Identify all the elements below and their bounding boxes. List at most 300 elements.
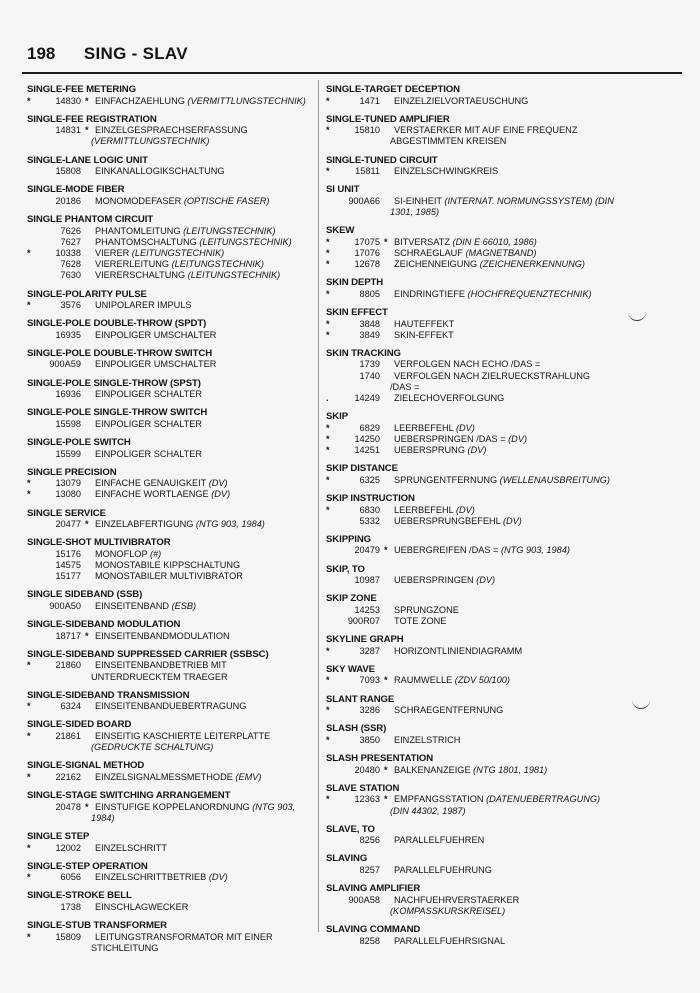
entry-number: 8258 <box>359 935 380 946</box>
entry-number: 8256 <box>359 835 380 846</box>
translation-line <box>326 330 626 341</box>
translation <box>394 371 626 382</box>
translation-text: EINFACHZAEHLUNG <box>95 95 185 106</box>
entry-number: 18717 <box>55 630 81 641</box>
dictionary-entry <box>27 114 315 148</box>
dictionary-entry <box>27 348 315 371</box>
translation <box>95 872 315 883</box>
dictionary-entry <box>326 593 626 627</box>
dictionary-entry <box>27 619 315 642</box>
translation-text: EINSEITIG KASCHIERTE LEITERPLATTE <box>95 730 271 741</box>
translation-text: HAUTEFFEKT <box>394 318 455 329</box>
entry-number: 900A58 <box>348 894 380 905</box>
new-entry-marker: * <box>384 675 388 686</box>
translation-text: LEERBEFEHL <box>394 504 454 515</box>
entry-term: SINGLE-STAGE SWITCHING ARRANGEMENT <box>27 790 231 802</box>
translation <box>394 237 626 248</box>
dictionary-entry <box>326 783 626 817</box>
translation-line <box>27 248 315 259</box>
new-entry-marker <box>85 932 95 943</box>
translation-line <box>326 765 626 776</box>
translation-line <box>27 359 315 370</box>
translation-line <box>27 125 315 136</box>
entry-number: 20480 <box>354 764 380 775</box>
status-marker: * <box>27 771 31 782</box>
translation-line <box>27 96 315 107</box>
subject-field-note: (ZEICHENERKENNUNG) <box>479 259 585 270</box>
dictionary-entry <box>326 155 626 178</box>
new-entry-marker <box>384 259 394 270</box>
translation-text: ZIELECHOVERFOLGUNG <box>394 393 505 404</box>
entry-number: 900R07 <box>347 616 380 627</box>
new-entry-marker <box>384 516 394 527</box>
dictionary-entry <box>326 753 626 776</box>
dictionary-entry <box>27 719 315 753</box>
entry-term: SLAVING AMPLIFIER <box>326 883 421 895</box>
translation <box>95 932 315 943</box>
translation-line <box>326 735 626 746</box>
new-entry-marker <box>85 226 95 237</box>
entry-term: SINGLE STEP <box>27 831 90 842</box>
translation-text: UEBERGREIFEN /DAS = <box>394 545 499 556</box>
dictionary-entry <box>27 760 315 783</box>
subject-field-note: (DV) <box>502 515 522 526</box>
translation-line <box>326 359 626 370</box>
translation-text: EINDRINGTIEFE <box>394 288 465 299</box>
status-marker: * <box>326 95 330 106</box>
translation-line <box>326 248 626 259</box>
translation-continuation: (GEDRUCKTE SCHALTUNG) <box>91 742 214 753</box>
entry-term: SINGLE-SIDED BOARD <box>27 719 132 731</box>
new-entry-marker: * <box>384 764 388 775</box>
entry-term: SKIN EFFECT <box>326 307 388 319</box>
entry-number: 14251 <box>354 445 380 456</box>
entry-term: SKIN TRACKING <box>326 347 401 359</box>
entry-number: 7630 <box>60 270 81 281</box>
status-marker <box>27 549 39 560</box>
entry-number: 15177 <box>55 571 81 582</box>
status-marker: * <box>326 474 330 485</box>
subject-field-note: (DV) <box>208 478 228 489</box>
subject-field-note: (#) <box>149 548 162 559</box>
translation-text: VERSTAERKER MIT AUF EINE FREQUENZ <box>394 125 578 136</box>
new-entry-marker <box>384 445 394 456</box>
translation-line <box>27 449 315 460</box>
translation-text: RAUMWELLE <box>394 675 453 686</box>
subject-field-note: (DV) <box>467 445 487 456</box>
translation-text: UEBERSPRUNG <box>394 445 465 456</box>
translation <box>95 660 315 671</box>
translation-line <box>326 434 626 445</box>
translation <box>95 259 315 270</box>
translation-text: BALKENANZEIGE <box>394 764 471 775</box>
margin-mark <box>628 312 646 321</box>
entry-term: SINGLE SERVICE <box>27 507 106 519</box>
translation-line <box>27 226 315 237</box>
translation <box>95 489 315 500</box>
status-marker <box>27 519 39 530</box>
subject-field-note: (OPTISCHE FASER) <box>183 195 270 206</box>
entry-number: 21860 <box>55 660 81 671</box>
translation-text: SPRUNGZONE <box>394 604 459 615</box>
translation-line <box>27 631 315 642</box>
status-marker: * <box>27 660 31 671</box>
entry-number: 12002 <box>55 842 81 853</box>
dictionary-entry <box>326 723 626 746</box>
translation <box>394 393 626 404</box>
translation <box>394 646 626 657</box>
entry-number: 6325 <box>359 474 380 485</box>
entry-number: 15599 <box>55 448 81 459</box>
translation-line <box>326 166 626 177</box>
translation-line <box>27 519 315 530</box>
translation-text: VERFOLGEN NACH ECHO /DAS = <box>394 359 541 370</box>
entry-number: 7628 <box>60 259 81 270</box>
translation-text: VERFOLGEN NACH ZIELRUECKSTRAHLUNG <box>394 370 591 381</box>
translation <box>394 705 626 716</box>
entry-term: SKIP ZONE <box>326 593 377 605</box>
dictionary-entry <box>326 84 626 107</box>
new-entry-marker <box>85 237 95 248</box>
entry-term: SKIN DEPTH <box>326 277 384 289</box>
translation <box>95 226 315 237</box>
entry-term: SLAVE STATION <box>326 782 400 794</box>
status-marker: * <box>27 931 31 942</box>
right-column <box>326 84 626 954</box>
status-marker <box>326 516 338 527</box>
translation <box>95 802 315 813</box>
translation-line <box>27 601 315 612</box>
entry-number: 21861 <box>55 730 81 741</box>
status-marker: * <box>326 236 330 247</box>
translation <box>394 475 626 486</box>
entry-number: 900A66 <box>348 195 380 206</box>
translation-line <box>27 196 315 207</box>
entry-term: SKIP INSTRUCTION <box>326 493 415 505</box>
entry-term: SINGLE-STEP OPERATION <box>27 860 148 872</box>
dictionary-entry <box>326 564 626 587</box>
translation <box>394 675 626 686</box>
translation <box>95 248 315 259</box>
entry-term: SINGLE-POLARITY PULSE <box>27 288 147 300</box>
dictionary-entry <box>27 467 315 501</box>
translation <box>95 300 315 311</box>
status-marker <box>27 571 39 582</box>
translation-line <box>27 802 315 813</box>
entry-term: SKEW <box>326 225 355 237</box>
entry-term: SINGLE SIDEBAND (SSB) <box>27 589 143 601</box>
new-entry-marker <box>384 575 394 586</box>
translation <box>394 330 626 341</box>
translation-line <box>326 505 626 516</box>
entry-number: 3576 <box>60 300 81 311</box>
entry-term: SINGLE-TUNED AMPLIFIER <box>326 113 450 125</box>
dictionary-entry <box>326 225 626 270</box>
translation-line <box>326 516 626 527</box>
translation-text: EINSEITENBAND <box>95 600 170 611</box>
dictionary-entry <box>326 924 626 947</box>
translation <box>95 549 315 560</box>
subject-field-note: (DV) <box>211 489 231 500</box>
new-entry-marker: * <box>85 125 89 136</box>
translation-text: UNIPOLARER IMPULS <box>95 300 192 311</box>
translation <box>394 936 626 947</box>
status-marker: * <box>326 645 330 656</box>
translation-line <box>27 166 315 177</box>
new-entry-marker <box>85 300 95 311</box>
new-entry-marker <box>384 705 394 716</box>
translation <box>95 389 315 400</box>
entry-number: 14253 <box>354 604 380 615</box>
new-entry-marker <box>85 166 95 177</box>
dictionary-entry <box>27 890 315 913</box>
dictionary-entry <box>27 649 315 683</box>
status-marker: * <box>27 489 31 500</box>
entry-term: SLAVE, TO <box>326 823 375 835</box>
translation-text: EINSTUFIGE KOPPELANORDNUNG <box>95 801 250 812</box>
dictionary-entry <box>27 318 315 341</box>
translation-line <box>326 423 626 434</box>
translation <box>95 449 315 460</box>
translation-line <box>326 445 626 456</box>
translation <box>95 237 315 248</box>
status-marker <box>326 616 338 627</box>
dictionary-entry <box>27 378 315 401</box>
translation-text: EINZELSCHRITTBETRIEB <box>95 872 207 883</box>
status-marker <box>326 835 338 846</box>
translation-continuation: (VERMITTLUNGSTECHNIK) <box>91 136 210 147</box>
entry-number: 6830 <box>359 504 380 515</box>
status-marker <box>27 389 39 400</box>
dictionary-entry <box>326 307 626 341</box>
entry-number: 15808 <box>55 166 81 177</box>
page-header <box>27 44 687 64</box>
translation-line <box>27 772 315 783</box>
entry-term: SINGLE-STUB TRANSFORMER <box>27 920 168 932</box>
new-entry-marker <box>384 125 394 136</box>
entry-number: 16936 <box>55 389 81 400</box>
new-entry-marker <box>85 772 95 783</box>
new-entry-marker: * <box>384 794 388 805</box>
entry-number: 13079 <box>55 478 81 489</box>
subject-field-note: (VERMITTLUNGSTECHNIK) <box>187 95 306 106</box>
translation <box>394 196 626 207</box>
new-entry-marker <box>85 872 95 883</box>
new-entry-marker: * <box>85 801 89 812</box>
subject-field-note: (DV) <box>455 422 475 433</box>
entry-term: SKIPPING <box>326 533 372 545</box>
new-entry-marker <box>384 423 394 434</box>
translation-line <box>326 259 626 270</box>
dictionary-entry <box>27 407 315 430</box>
translation <box>394 125 626 136</box>
translation-text: SPRUNGENTFERNUNG <box>394 474 498 485</box>
new-entry-marker <box>384 371 394 382</box>
status-marker <box>27 802 39 813</box>
status-marker <box>27 419 39 430</box>
translation <box>394 616 626 627</box>
entry-number: 17076 <box>354 247 380 258</box>
translation <box>394 865 626 876</box>
status-marker <box>27 196 39 207</box>
translation-text: MONOSTABILE KIPPSCHALTUNG <box>95 560 241 571</box>
status-marker <box>326 545 338 556</box>
entry-term: SINGLE-POLE SINGLE-THROW SWITCH <box>27 407 208 419</box>
entry-number: 20186 <box>55 195 81 206</box>
entry-number: 3286 <box>359 705 380 716</box>
translation-text: SCHRAEGENTFERNUNG <box>394 705 504 716</box>
status-marker: * <box>27 247 31 258</box>
status-marker: * <box>326 329 330 340</box>
status-marker <box>326 936 338 947</box>
subject-field-note: (DV) <box>476 575 496 586</box>
translation-line <box>27 902 315 913</box>
new-entry-marker <box>85 902 95 913</box>
dictionary-entry <box>27 537 315 582</box>
translation-text: PARALLELFUEHRSIGNAL <box>394 935 506 946</box>
entry-number: 1471 <box>359 95 380 106</box>
status-marker: * <box>27 842 31 853</box>
translation-line <box>326 319 626 330</box>
new-entry-marker <box>85 196 95 207</box>
translation-line <box>326 125 626 136</box>
page-range-title: SING - SLAV <box>83 44 188 63</box>
subject-field-note: (EMV) <box>235 771 262 782</box>
status-marker: * <box>326 166 330 177</box>
new-entry-marker <box>85 478 95 489</box>
dictionary-entry <box>27 690 315 713</box>
status-marker: * <box>27 730 31 741</box>
translation-line <box>27 932 315 943</box>
dictionary-entry <box>326 277 626 300</box>
new-entry-marker <box>384 605 394 616</box>
translation-text: UEBERSPRUNGBEFEHL <box>394 515 501 526</box>
translation-line <box>326 835 626 846</box>
dictionary-entry <box>326 411 626 456</box>
status-marker: * <box>326 705 330 716</box>
entry-number: 6829 <box>359 422 380 433</box>
translation-line <box>27 549 315 560</box>
entry-term: SKYLINE GRAPH <box>326 634 404 646</box>
translation <box>394 248 626 259</box>
translation-line <box>326 371 626 382</box>
dictionary-entry <box>27 289 315 312</box>
status-marker <box>27 902 39 913</box>
translation <box>394 516 626 527</box>
translation-line <box>27 330 315 341</box>
entry-number: 8805 <box>359 288 380 299</box>
translation <box>394 505 626 516</box>
new-entry-marker <box>85 601 95 612</box>
dictionary-entry <box>326 534 626 557</box>
dictionary-entry <box>326 634 626 657</box>
entry-term: SINGLE-POLE DOUBLE-THROW SWITCH <box>27 347 213 359</box>
new-entry-marker <box>384 248 394 259</box>
translation <box>95 731 315 742</box>
subject-field-note: (NTG 903, 1984) <box>195 519 265 530</box>
entry-number: 14250 <box>354 433 380 444</box>
status-marker <box>27 166 39 177</box>
translation-text: BITVERSATZ <box>394 236 450 247</box>
status-marker <box>326 605 338 616</box>
translation <box>394 895 626 906</box>
dictionary-entry <box>27 861 315 884</box>
entry-number: 20479 <box>354 545 380 556</box>
translation <box>95 359 315 370</box>
status-marker: * <box>326 318 330 329</box>
subject-field-note: (LEITUNGSTECHNIK) <box>187 270 281 281</box>
translation <box>394 289 626 300</box>
translation <box>95 330 315 341</box>
new-entry-marker <box>85 248 95 259</box>
entry-term: SLASH (SSR) <box>326 723 387 735</box>
translation-line <box>326 895 626 906</box>
entry-number: 15811 <box>355 166 380 177</box>
translation <box>394 735 626 746</box>
dictionary-entry <box>27 155 315 178</box>
translation-text: EINPOLIGER UMSCHALTER <box>95 359 217 370</box>
translation-line <box>326 196 626 207</box>
status-marker: * <box>27 95 31 106</box>
status-marker <box>326 865 338 876</box>
translation-text: MONOSTABILER MULTIVIBRATOR <box>95 571 243 582</box>
entry-number: 3848 <box>359 318 380 329</box>
new-entry-marker <box>85 660 95 671</box>
entry-number: 900A50 <box>49 600 81 611</box>
dictionary-entry <box>27 831 315 854</box>
translation-text: EINSEITENBANDBETRIEB MIT <box>95 660 227 671</box>
new-entry-marker <box>384 616 394 627</box>
translation-text: LEITUNGSTRANSFORMATOR MIT EINER <box>95 931 273 942</box>
entry-term: SINGLE-FEE REGISTRATION <box>27 113 157 125</box>
translation <box>394 835 626 846</box>
status-marker <box>326 575 338 586</box>
translation <box>394 319 626 330</box>
translation-line <box>27 478 315 489</box>
subject-field-note: (ZDV 50/100) <box>454 675 510 686</box>
new-entry-marker <box>384 835 394 846</box>
status-marker <box>27 601 39 612</box>
translation <box>394 259 626 270</box>
entry-number: 16935 <box>55 329 81 340</box>
new-entry-marker <box>384 330 394 341</box>
entry-number: 15809 <box>55 931 81 942</box>
entry-term: SLASH PRESENTATION <box>326 753 434 765</box>
entry-term: SINGLE-POLE SINGLE-THROW (SPST) <box>27 377 201 389</box>
dictionary-entry <box>27 84 315 107</box>
dictionary-entry <box>326 184 626 218</box>
new-entry-marker <box>384 865 394 876</box>
new-entry-marker: * <box>384 545 388 556</box>
translation-text: EINZELGESPRAECHSERFASSUNG <box>95 125 248 136</box>
translation <box>394 423 626 434</box>
entry-number: 22162 <box>55 771 81 782</box>
translation <box>394 96 626 107</box>
status-marker <box>27 560 39 571</box>
translation-line <box>27 843 315 854</box>
new-entry-marker: * <box>384 236 388 247</box>
status-marker <box>27 259 39 270</box>
translation <box>95 631 315 642</box>
entry-number: 14830 <box>55 95 81 106</box>
translation-continuation: 1984) <box>91 812 115 823</box>
status-marker <box>27 449 39 460</box>
entry-term: SINGLE-SIDEBAND MODULATION <box>27 619 181 631</box>
translation-continuation: STICHLEITUNG <box>91 942 159 953</box>
status-marker: * <box>27 701 31 712</box>
dictionary-entry <box>326 664 626 687</box>
entry-term: SINGLE PHANTOM CIRCUIT <box>27 214 154 226</box>
